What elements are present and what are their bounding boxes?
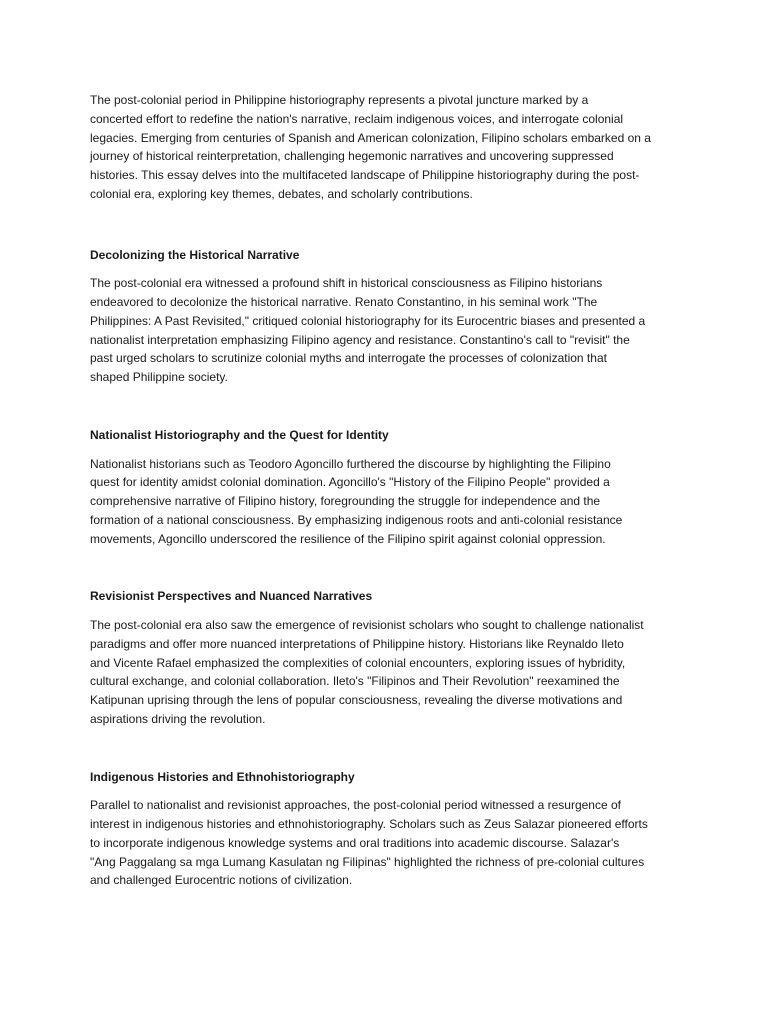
paragraph-line: to incorporate indigenous knowledge systems and oral traditions into academic discourse. Salazar's <box>90 835 620 850</box>
section-heading: Nationalist Historiography and the Quest for Identity <box>90 427 389 442</box>
section-heading: Decolonizing the Historical Narrative <box>90 247 300 262</box>
document-content <box>90 91 690 890</box>
paragraph-line: and challenged Eurocentric notions of civilization. <box>90 873 353 888</box>
section-paragraph <box>90 274 690 387</box>
paragraph-line: endeavored to decolonize the historical narrative. Renato Constantino, in his seminal work "The <box>90 295 598 309</box>
paragraph-line: histories. This essay delves into the multifaceted landscape of Philippine historiography during the post- <box>90 168 640 182</box>
paragraph-line: The post-colonial era also saw the emergence of revisionist scholars who sought to challenge nationalist <box>90 618 644 632</box>
section-paragraph <box>90 616 690 729</box>
paragraph-line: nationalist interpretation emphasizing Filipino agency and resistance. Constantino's call to "revisit" the <box>90 332 630 347</box>
paragraph-line: comprehensive narrative of Filipino history, foregrounding the struggle for independence and the <box>90 494 601 508</box>
paragraph-line: past urged scholars to scrutinize colonial myths and interrogate the processes of colonization that <box>90 351 607 366</box>
section-paragraph <box>90 455 690 549</box>
paragraph-line: colonial era, exploring key themes, debates, and scholarly contributions. <box>90 186 473 201</box>
paragraph-line: interest in indigenous histories and ethnohistoriography. Scholars such as Zeus Salazar pioneered efforts <box>90 817 648 831</box>
paragraph-line: legacies. Emerging from centuries of Spanish and American colonization, Filipino scholars embarked on a <box>90 130 651 145</box>
paragraph-line: Philippines: A Past Revisited," critiqued colonial historiography for its Eurocentric biases and presented a <box>90 313 646 328</box>
paragraph-line: Nationalist historians such as Teodoro Agoncillo furthered the discourse by highlighting the Filipino <box>90 456 611 471</box>
intro-paragraph <box>90 91 690 204</box>
section-heading: Indigenous Histories and Ethnohistoriography <box>90 769 355 784</box>
section-heading: Revisionist Perspectives and Nuanced Narratives <box>90 589 373 604</box>
paragraph-line: shaped Philippine society. <box>90 370 228 384</box>
paragraph-line: The post-colonial period in Philippine historiography represents a pivotal juncture marked by a <box>90 93 589 107</box>
section-paragraph <box>90 796 690 890</box>
paragraph-line: journey of historical reinterpretation, challenging hegemonic narratives and uncovering suppressed <box>90 149 614 164</box>
paragraph-line: formation of a national consciousness. By emphasizing indigenous roots and anti-colonial resistance <box>90 512 623 527</box>
paragraph-line: Parallel to nationalist and revisionist approaches, the post-colonial period witnessed a resurgence of <box>90 798 621 813</box>
paragraph-line: and Vicente Rafael emphasized the complexities of colonial encounters, exploring issues of hybridity, <box>90 655 626 670</box>
paragraph-line: cultural exchange, and colonial collaboration. Ileto's "Filipinos and Their Revolution" reexamined the <box>90 674 620 689</box>
paragraph-line: "Ang Paggalang sa mga Lumang Kasulatan ng Filipinas" highlighted the richness of pre-colonial cultures <box>90 854 645 869</box>
paragraph-line: paradigms and offer more nuanced interpretations of Philippine history. Historians like Reynaldo Ileto <box>90 636 624 651</box>
paragraph-line: aspirations driving the revolution. <box>90 711 266 726</box>
paragraph-line: Katipunan uprising through the lens of popular consciousness, revealing the diverse motivations and <box>90 693 623 707</box>
paragraph-line: The post-colonial era witnessed a profound shift in historical consciousness as Filipino historians <box>90 276 603 291</box>
paragraph-line: concerted effort to redefine the nation's narrative, reclaim indigenous voices, and interrogate colonial <box>90 111 624 126</box>
paragraph-line: movements, Agoncillo underscored the resilience of the Filipino spirit against colonial oppression. <box>90 531 606 546</box>
paragraph-line: quest for identity amidst colonial domination. Agoncillo's "History of the Filipino People" provided a <box>90 475 610 490</box>
